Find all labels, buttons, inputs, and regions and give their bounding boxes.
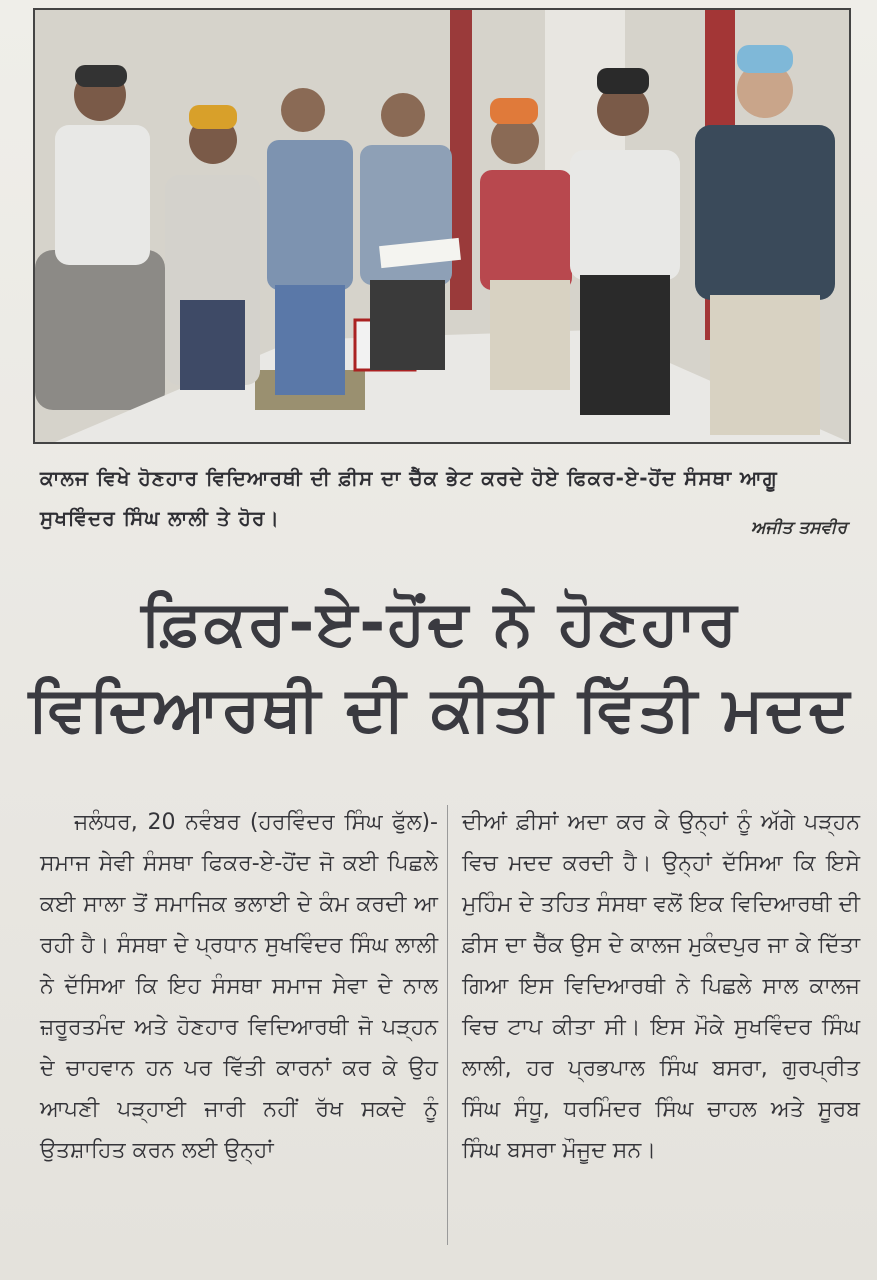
sofa bbox=[35, 250, 165, 410]
column-divider bbox=[447, 805, 448, 1245]
photo-credit: ਅਜੀਤ ਤਸਵੀਰ bbox=[750, 518, 847, 538]
headline-line-1: ਫ਼ਿਕਰ-ਏ-ਹੋਂਦ ਨੇ ਹੋਣਹਾਰ bbox=[141, 586, 739, 659]
group-photo-illustration bbox=[35, 10, 849, 442]
headline bbox=[20, 580, 860, 752]
article-column-2: ਦੀਆਂ ਫ਼ੀਸਾਂ ਅਦਾ ਕਰ ਕੇ ਉਨ੍ਹਾਂ ਨੂੰ ਅੱਗੇ ਪੜ੍ਹਨ ਵਿਚ ਮਦਦ ਕਰਦੀ ਹੈ। ਉਨ੍ਹਾਂ ਦੱਸਿਆ ਕਿ ਇਸੇ ਮੁਹਿੰਮ ਦੇ ਤਹਿਤ ਸੰਸਥਾ ਵਲੋਂ ਇਕ ਵਿਦਿਆਰਥੀ ਦੀ ਫ਼ੀਸ ਦਾ ਚੈੱਕ ਉਸ ਦੇ ਕਾਲਜ ਮੁਕੰਦਪੁਰ ਜਾ ਕੇ ਦਿੱਤਾ ਗਿਆ ਇਸ ਵਿਦਿਆਰਥੀ ਨੇ ਪਿਛਲੇ ਸਾਲ ਕਾਲਜ ਵਿਚ ਟਾਪ ਕੀਤਾ ਸੀ। ਇਸ ਮੌਕੇ ਸੁਖਵਿੰਦਰ ਸਿੰਘ ਲਾਲੀ, ਹਰ ਪ੍ਰਭਪਾਲ ਸਿੰਘ ਬਸਰਾ, ਗੁਰਪ੍ਰੀਤ ਸਿੰਘ ਸੰਧੂ, ਧਰਮਿੰਦਰ ਸਿੰਘ ਚਾਹਲ ਅਤੇ ਸੂਰਬ ਸਿੰਘ ਬਸਰਾ ਮੌਜੂਦ ਸਨ। bbox=[462, 810, 860, 1163]
headline-line-2: ਵਿਦਿਆਰਥੀ ਦੀ ਕੀਤੀ ਵਿੱਤੀ ਮਦਦ bbox=[28, 672, 852, 745]
photo-caption: ਕਾਲਜ ਵਿਖੇ ਹੋਣਹਾਰ ਵਿਦਿਆਰਥੀ ਦੀ ਫ਼ੀਸ ਦਾ ਚੈੱਕ ਭੇਟ ਕਰਦੇ ਹੋਏ ਫਿਕਰ-ਏ-ਹੋਂਦ ਸੰਸਥਾ ਆਗੂ ਸੁਖਵਿੰਦਰ ਸਿੰਘ ਲਾਲੀ ਤੇ ਹੋਰ। bbox=[40, 466, 778, 530]
news-photo bbox=[33, 8, 851, 444]
article-column-1: ਜਲੰਧਰ, 20 ਨਵੰਬਰ (ਹਰਵਿੰਦਰ ਸਿੰਘ ਫੁੱਲ)-ਸਮਾਜ ਸੇਵੀ ਸੰਸਥਾ ਫਿਕਰ-ਏ-ਹੋਂਦ ਜੋ ਕਈ ਪਿਛਲੇ ਕਈ ਸਾਲਾ ਤੋਂ ਸਮਾਜਿਕ ਭਲਾਈ ਦੇ ਕੰਮ ਕਰਦੀ ਆ ਰਹੀ ਹੈ। ਸੰਸਥਾ ਦੇ ਪ੍ਰਧਾਨ ਸੁਖਵਿੰਦਰ ਸਿੰਘ ਲਾਲੀ ਨੇ ਦੱਸਿਆ ਕਿ ਇਹ ਸੰਸਥਾ ਸਮਾਜ ਸੇਵਾ ਦੇ ਨਾਲ ਜ਼ਰੂਰਤਮੰਦ ਅਤੇ ਹੋਣਹਾਰ ਵਿਦਿਆਰਥੀ ਜੋ ਪੜ੍ਹਨ ਦੇ ਚਾਹਵਾਨ ਹਨ ਪਰ ਵਿੱਤੀ ਕਾਰਨਾਂ ਕਰ ਕੇ ਉਹ ਆਪਣੀ ਪੜ੍ਹਾਈ ਜਾਰੀ ਨਹੀਂ ਰੱਖ ਸਕਦੇ ਨੂੰ ਉਤਸ਼ਾਹਿਤ ਕਰਨ ਲਈ ਉਨ੍ਹਾਂ bbox=[40, 810, 438, 1163]
curtain-strip bbox=[450, 10, 472, 310]
